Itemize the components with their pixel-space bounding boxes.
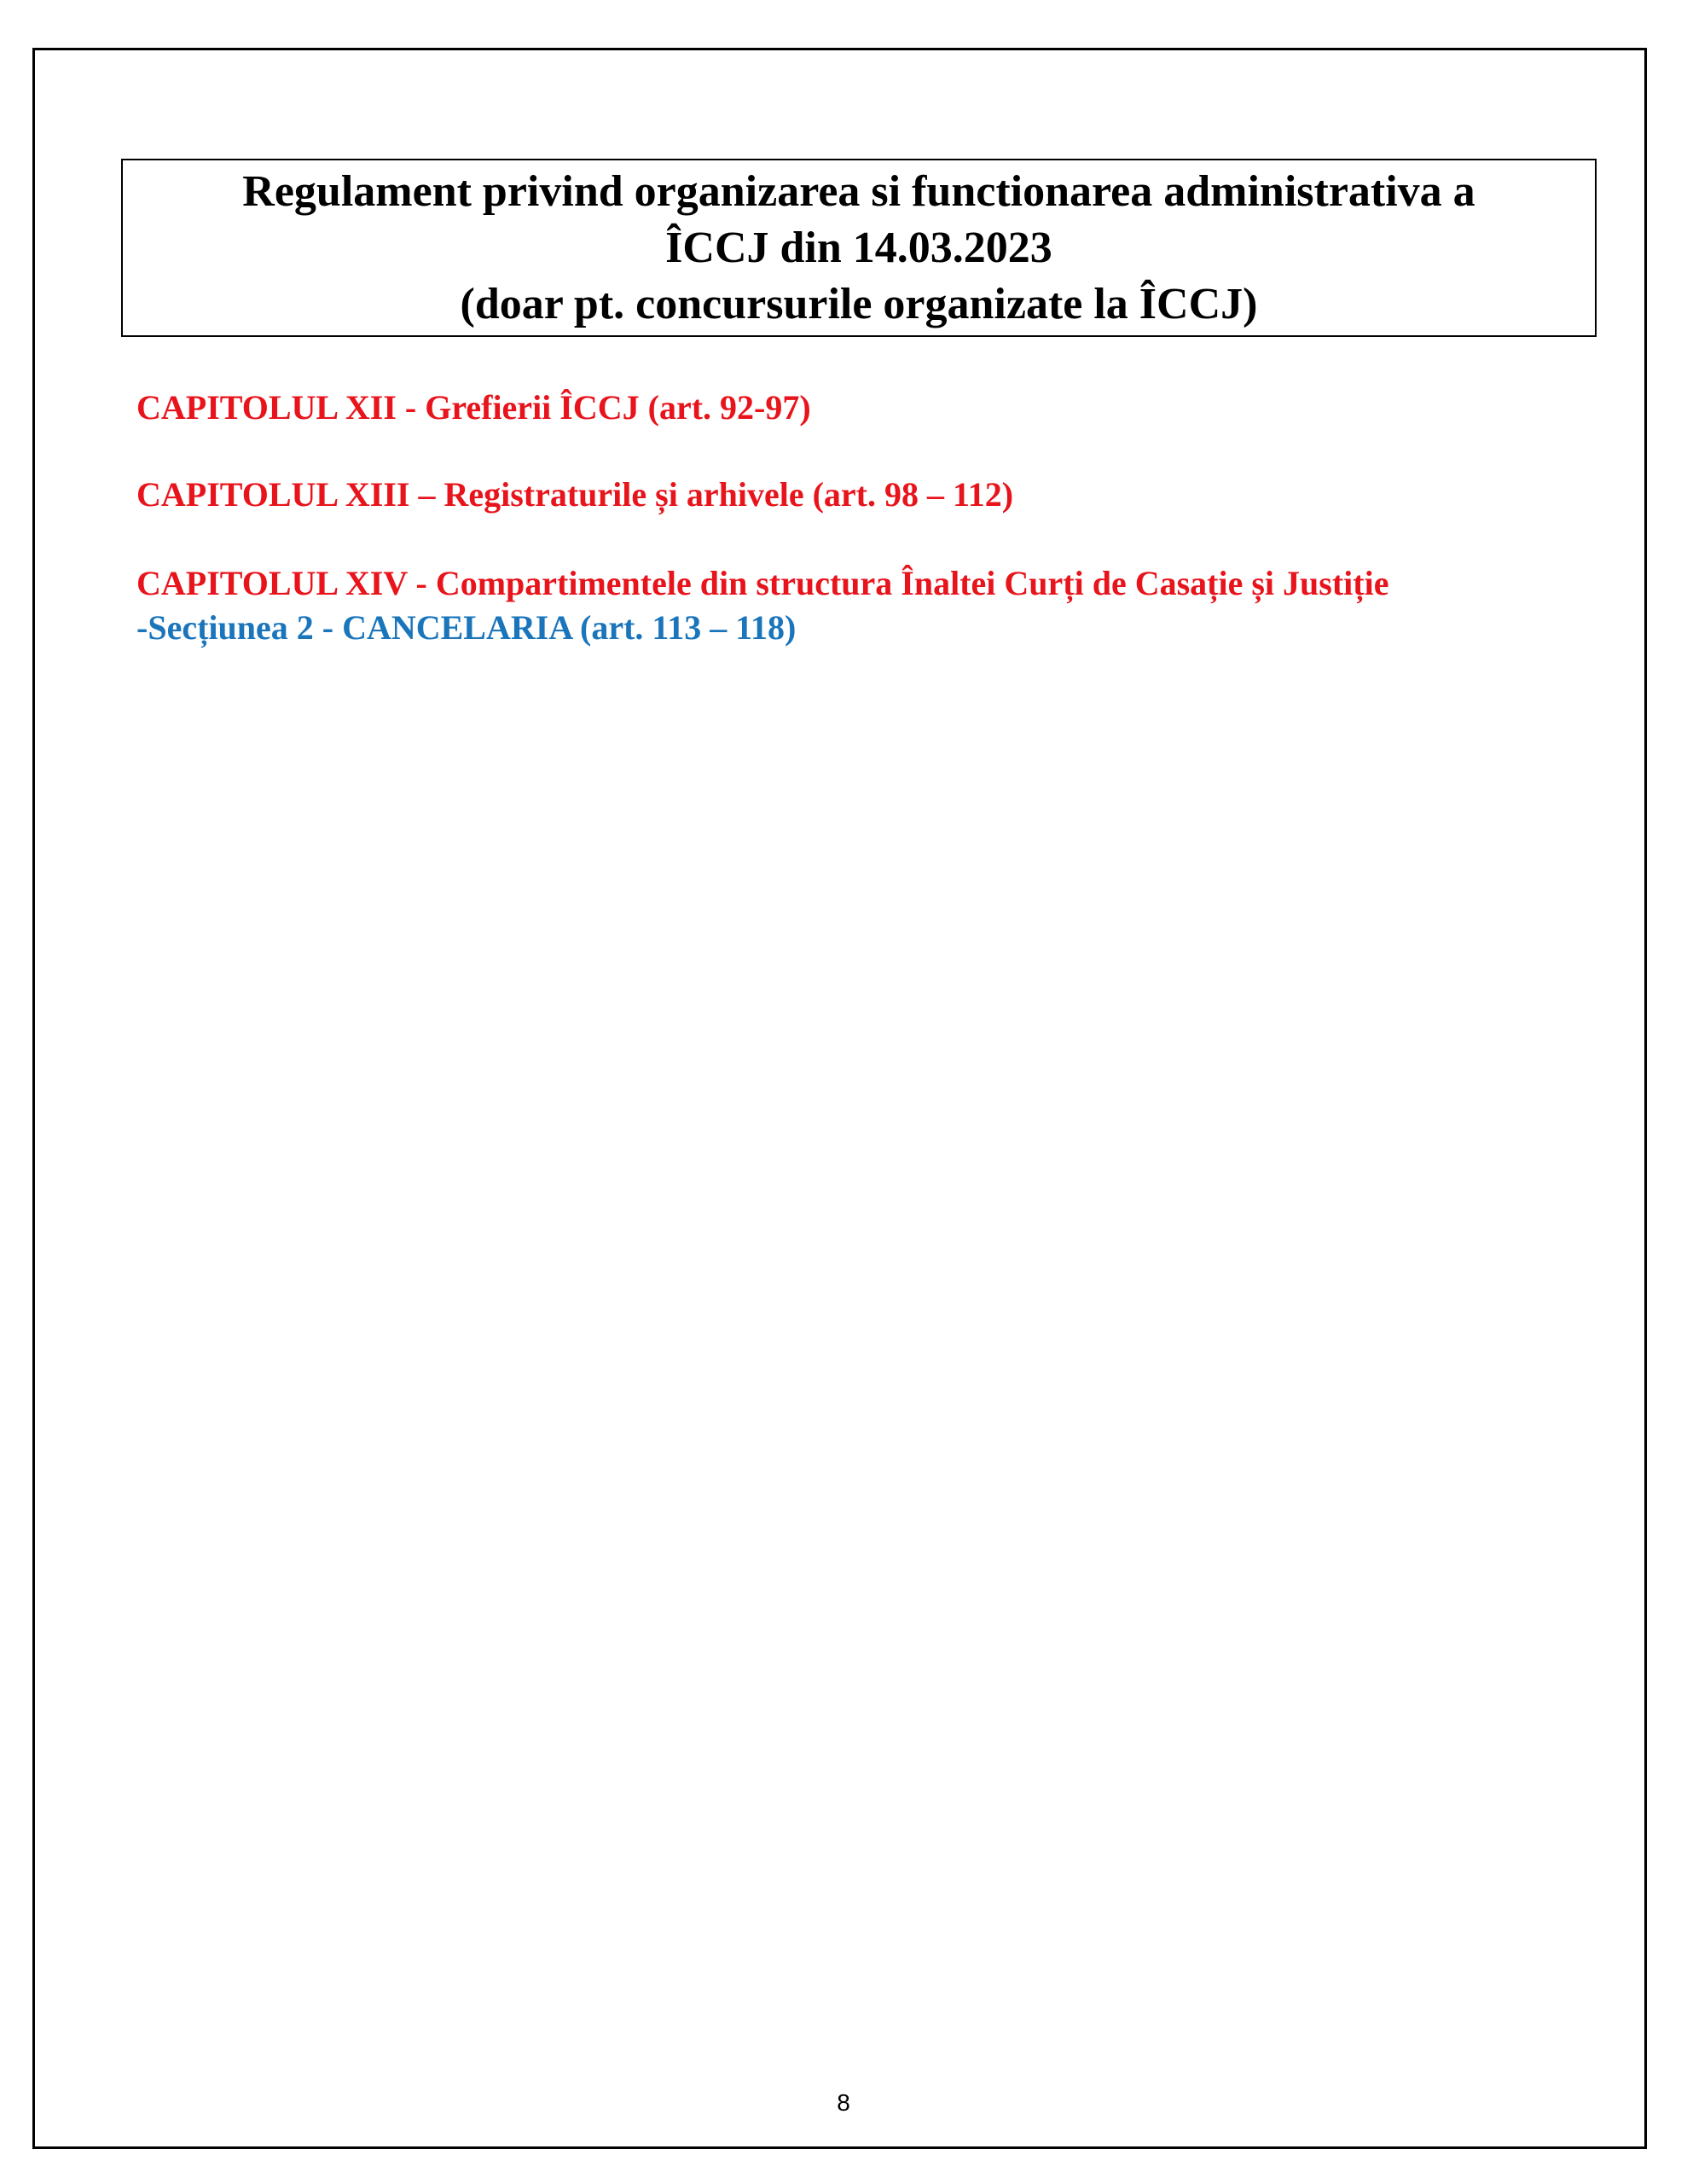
title-line-3: (doar pt. concursurile organizate la ÎCCJ) (460, 279, 1258, 328)
title-line-2: ÎCCJ din 14.03.2023 (665, 223, 1052, 272)
chapter-xiv-subsection: -Secțiunea 2 - CANCELARIA (art. 113 – 118) (136, 608, 797, 647)
page-border (32, 48, 1647, 2149)
chapter-xii-heading: CAPITOLUL XII - Grefierii ÎCCJ (art. 92-97) (136, 388, 811, 427)
chapter-xiii-heading: CAPITOLUL XIII – Registraturile și arhivele (art. 98 – 112) (136, 475, 1014, 514)
title-line-1: Regulament privind organizarea si functionarea administrativa a (242, 166, 1475, 216)
chapter-xiv-heading: CAPITOLUL XIV - Compartimentele din structura Înaltei Curți de Casație și Justiție (136, 564, 1389, 602)
document-title-box (121, 159, 1597, 337)
page-number: 8 (837, 2089, 850, 2116)
